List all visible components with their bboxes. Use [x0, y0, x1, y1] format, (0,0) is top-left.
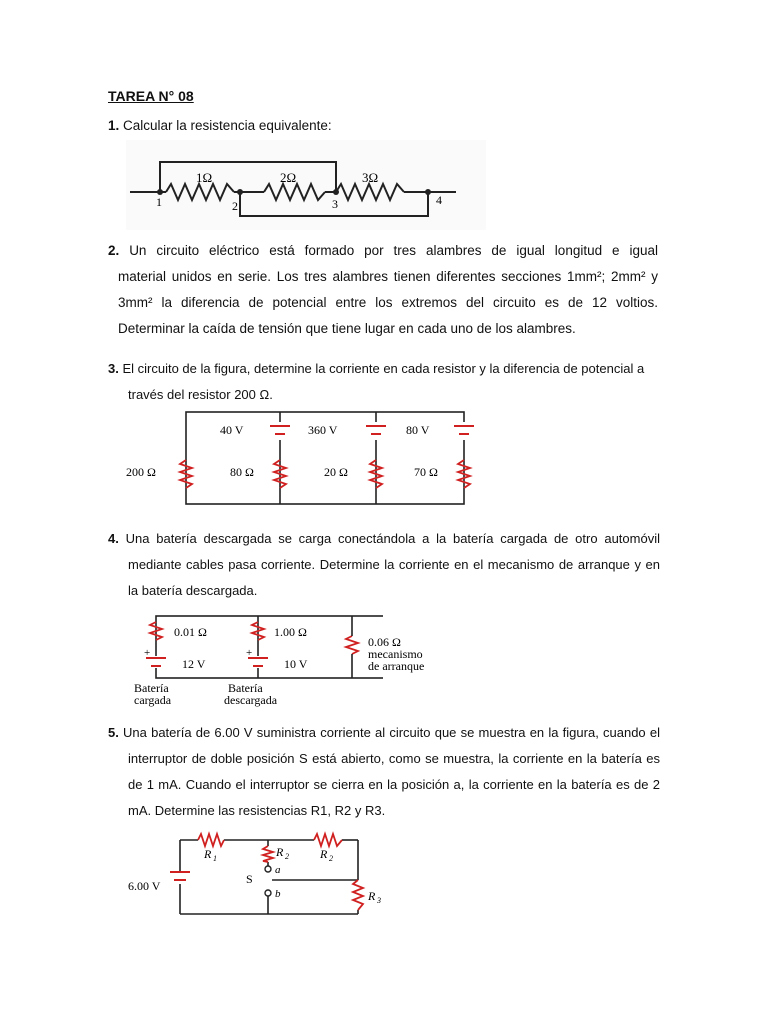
- question-number: 4.: [108, 531, 119, 546]
- figure-series-parallel: [126, 140, 486, 230]
- battery-label: 360 V: [308, 423, 338, 437]
- resistor-subscript: 2: [329, 854, 333, 863]
- question-line: Un circuito eléctrico está formado por tres alambres de igual longitud e igual: [129, 243, 658, 258]
- resistor-label: 70 Ω: [414, 465, 438, 479]
- question-line: El circuito de la figura, determine la corriente en cada resistor y la diferencia de potencial a: [122, 361, 645, 376]
- battery-caption: Batería: [134, 681, 169, 695]
- resistor-label: R: [320, 847, 328, 861]
- resistor-label: 80 Ω: [230, 465, 254, 479]
- battery-caption: cargada: [134, 693, 172, 707]
- question-line: de 1 mA. Cuando el interruptor se cierra en la posición a, la corriente en la batería es de 2: [128, 777, 660, 792]
- question-line: Determinar la caída de tensión que tiene lugar en cada uno de los alambres.: [118, 321, 576, 336]
- resistor-label: 1.00 Ω: [274, 625, 307, 639]
- battery-label: 80 V: [406, 423, 430, 437]
- mechanism-label: de arranque: [368, 659, 425, 673]
- question-number: 1.: [108, 118, 120, 133]
- resistor-label: R: [276, 845, 284, 859]
- switch-label: S: [246, 872, 253, 886]
- question-2: [108, 238, 658, 342]
- page-title: TAREA N° 08: [108, 88, 194, 104]
- question-3: [108, 356, 660, 408]
- question-line: Una batería descargada se carga conectándola a la batería cargada de otro automóvil: [125, 531, 660, 546]
- figure-battery-charging: [124, 612, 464, 708]
- figure-switch-circuit: [124, 828, 404, 920]
- question-line: la batería descargada.: [128, 583, 258, 598]
- question-5: [108, 720, 660, 824]
- question-line: través del resistor 200 Ω.: [128, 387, 273, 402]
- question-line: interruptor de doble posición S está abierto, como se muestra, la corriente en la batería es: [128, 751, 660, 766]
- question-text: Calcular la resistencia equivalente:: [123, 118, 332, 133]
- resistor-label: 2Ω: [280, 170, 297, 185]
- question-number: 2.: [108, 243, 120, 258]
- switch-position-a: a: [275, 864, 281, 876]
- mechanism-label: mecanismo: [368, 647, 423, 661]
- resistor-label: R: [368, 889, 376, 903]
- resistor-subscript: 1: [213, 854, 217, 863]
- battery-label: 6.00 V: [128, 879, 161, 893]
- battery-caption: descargada: [224, 693, 278, 707]
- polarity-plus: +: [246, 647, 253, 659]
- question-4: [108, 526, 660, 604]
- battery-label: 10 V: [284, 657, 308, 671]
- resistor-subscript: 3: [377, 896, 381, 905]
- question-1: [108, 113, 332, 139]
- switch-position-b: b: [275, 888, 281, 900]
- resistor-label: 0.01 Ω: [174, 625, 207, 639]
- resistor-label: 20 Ω: [324, 465, 348, 479]
- question-line: mediante cables pasa corriente. Determine la corriente en el mecanismo de arranque y en: [128, 557, 660, 572]
- question-line: 3mm² la diferencia de potencial entre los extremos del circuito es de 12 voltios.: [118, 295, 658, 310]
- battery-label: 40 V: [220, 423, 244, 437]
- battery-label: 12 V: [182, 657, 206, 671]
- polarity-plus: +: [144, 647, 151, 659]
- question-line: mA. Determine las resistencias R1, R2 y R3.: [128, 803, 386, 818]
- question-number: 3.: [108, 361, 119, 376]
- resistor-label: 1Ω: [196, 170, 213, 185]
- resistor-label: R: [204, 847, 212, 861]
- node-label: 3: [332, 197, 338, 211]
- battery-caption: Batería: [228, 681, 263, 695]
- node-label: 4: [436, 193, 442, 207]
- resistor-label: 3Ω: [362, 170, 379, 185]
- node-label: 2: [232, 199, 238, 213]
- question-number: 5.: [108, 725, 119, 740]
- figure-parallel-batteries: [124, 408, 496, 508]
- question-line: material unidos en serie. Los tres alambres tienen diferentes secciones 1mm²; 2mm² y: [118, 269, 658, 284]
- resistor-label: 200 Ω: [126, 465, 156, 479]
- resistor-subscript: 2: [285, 852, 289, 861]
- node-label: 1: [156, 195, 162, 209]
- question-line: Una batería de 6.00 V suministra corriente al circuito que se muestra en la figura, cuando el: [123, 725, 660, 740]
- resistor-label: 0.06 Ω: [368, 635, 401, 649]
